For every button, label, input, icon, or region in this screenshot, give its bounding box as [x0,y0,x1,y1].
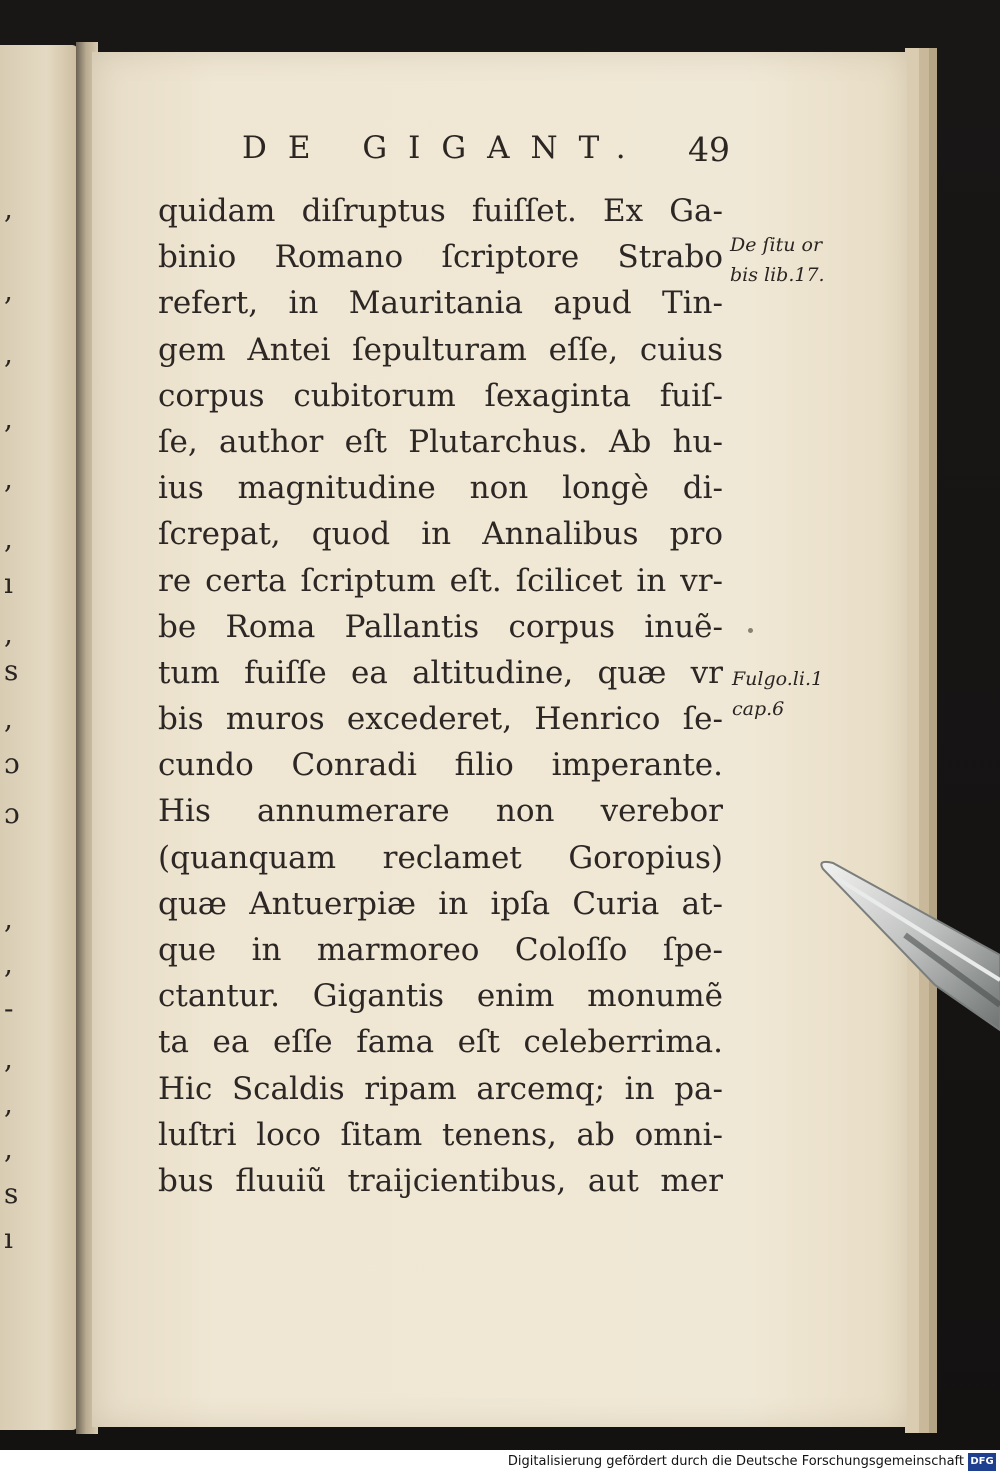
text-line: corpus cubitorum ſexaginta fuiſ- [158,377,723,414]
previous-page-fragment: , [4,192,13,225]
text-line: refert, in Mauritania apud Tin- [158,285,723,322]
marginal-note-line: De ſitu or [730,234,823,256]
previous-page-fragment: s [4,654,19,687]
text-line: ctantur. Gigantis enim monumẽ [158,978,723,1015]
previous-page-fragment: , [4,947,13,980]
marginal-note-line: cap.6 [732,698,785,720]
text-line: ſe, author eſt Plutarchus. Ab hu- [158,423,723,460]
marginal-note [732,664,823,724]
body-text [158,188,723,1204]
text-line: bis muros excederet, Henrico ſe- [158,701,723,738]
dfg-logo: DFG [968,1453,996,1471]
page-holder-pointer-icon [815,855,1000,1040]
text-line: cundo Conradi filio imperante. [158,747,723,784]
marginal-note-line: Fulgo.li.1 [732,668,824,690]
previous-page-fragment: ı [4,1222,13,1255]
page-edge-layer [919,48,929,1433]
text-line: tum fuiſſe ea altitudine, quæ vr [158,654,723,691]
previous-page-fragment: , [4,1042,13,1075]
text-line: bus fluuiũ traijcientibus, aut mer [158,1162,723,1199]
marginal-note [730,230,825,290]
ink-speck [748,628,753,633]
page-edge-layer [929,48,937,1433]
digitization-credit: Digitalisierung gefördert durch die Deutsche Forschungsgemeinschaft [507,1454,964,1469]
previous-page-fragment: , [4,902,13,935]
previous-page-fragment: , [4,337,13,370]
text-line: binio Romano ſcriptore Strabo [158,239,723,276]
previous-page-fragment: s [4,1177,19,1210]
previous-page-edge [0,45,78,1430]
text-line: ſcrepat, quod in Annalibus pro [158,516,723,553]
text-line: His annumerare non verebor [158,793,723,830]
text-line: luſtri loco ſitam tenens, ab omni- [158,1116,723,1153]
marginal-note-line: bis lib.17. [730,264,825,286]
text-line: be Roma Pallantis corpus inuẽ- [158,608,723,645]
text-line: gem Antei ſepulturam eſſe, cuius [158,331,723,368]
text-line: Hic Scaldis ripam arcemq; in pa- [158,1070,723,1107]
previous-page-fragment: , [4,617,13,650]
previous-page-fragment: , [4,522,13,555]
page-header [150,130,740,170]
footer-bar [0,1450,1000,1476]
text-line: quidam diſruptus fuiſſet. Ex Ga- [158,193,723,229]
previous-page-fragment: - [4,992,14,1025]
page-edge-layer [905,48,919,1433]
previous-page-fragment: , [4,402,13,435]
previous-page-fragment: , [4,462,13,495]
previous-page-fragment: , [4,1132,13,1165]
text-line: quæ Antuerpiæ in ipſa Curia at- [158,885,723,922]
previous-page-fragment: ı [4,567,13,600]
previous-page-fragment: , [4,1087,13,1120]
text-line: re certa ſcriptum eſt. ſcilicet in vr- [158,562,723,599]
running-head: DE GIGANT. [242,130,647,166]
text-line: ius magnitudine non longè di- [158,470,723,507]
previous-page-fragment: , [4,702,13,735]
previous-page-fragment: ɔ [4,747,20,780]
page-number: 49 [688,130,730,169]
text-line: ta ea eſſe fama eſt celeberrima. [158,1024,723,1061]
text-line: que in marmoreo Coloſſo ſpe- [158,932,723,968]
previous-page-fragment: , [4,274,13,307]
previous-page-fragment: ɔ [4,797,20,830]
text-line: (quanquam reclamet Goropius) [158,839,723,876]
